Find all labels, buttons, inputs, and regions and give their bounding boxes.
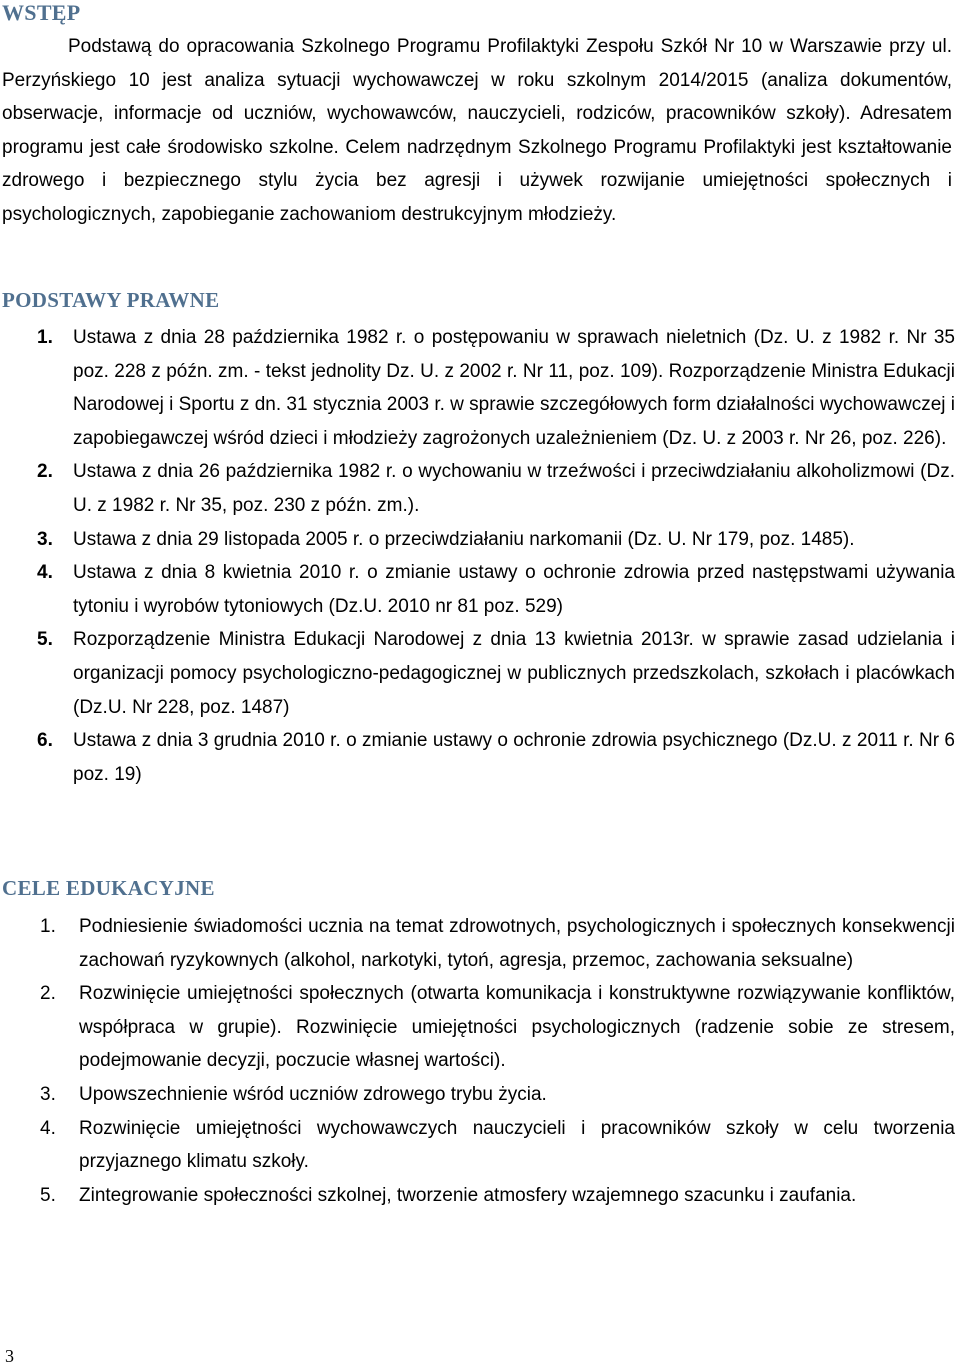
legal-item-text: Ustawa z dnia 8 kwietnia 2010 r. o zmianie ustawy o ochronie zdrowia przed następstwami używania tytoniu i wyrobów tytoniowych (Dz.U. 2010 nr 81 poz. 529)	[73, 562, 955, 617]
legal-item-text: Ustawa z dnia 26 października 1982 r. o wychowaniu w trzeźwości i przeciwdziałaniu alkoholizmowi (Dz. U. z 1982 r. Nr 35, poz. 230 z późn. zm.).	[73, 461, 955, 516]
goal-item-text: Zintegrowanie społeczności szkolnej, tworzenie atmosfery wzajemnego szacunku i zaufania.	[79, 1184, 857, 1206]
legal-item	[0, 556, 955, 623]
legal-item-number: 6.	[37, 730, 53, 752]
section-heading-legal: PODSTAWY PRAWNE	[2, 288, 220, 312]
legal-item-number: 5.	[37, 629, 53, 651]
legal-item-text: Ustawa z dnia 28 października 1982 r. o postępowaniu w sprawach nieletnich (Dz. U. z 1982 r. Nr 35 poz. 228 z późn. zm. - tekst jednolity Dz. U. z 2002 r. Nr 11, poz. 109). Rozporządzenie Ministra Edukacji Narodowej i Sportu z dn. 31 stycznia 2003 r. w sprawie szczegółowych form działalności wychowawczej i zapobiegawczej wśród dzieci i młodzieży zagrożonych uzależnieniem (Dz. U. z 2003 r. Nr 26, poz. 226).	[73, 327, 955, 449]
goal-item	[0, 1078, 955, 1112]
goal-item-number: 5.	[40, 1184, 56, 1206]
legal-item-number: 1.	[37, 327, 53, 348]
legal-item	[0, 455, 955, 522]
goal-item-text: Rozwinięcie umiejętności wychowawczych nauczycieli i pracowników szkoły w celu tworzenia przyjaznego klimatu szkoły.	[79, 1117, 955, 1173]
legal-item-number: 3.	[37, 528, 53, 550]
legal-item-text: Ustawa z dnia 3 grudnia 2010 r. o zmianie ustawy o ochronie zdrowia psychicznego (Dz.U. z 2011 r. Nr 6 poz. 19)	[73, 730, 955, 785]
legal-list	[0, 321, 955, 791]
goal-item-text: Upowszechnienie wśród uczniów zdrowego trybu życia.	[79, 1083, 547, 1105]
goal-item-number: 2.	[40, 983, 56, 1005]
goal-item-text: Podniesienie świadomości ucznia na temat zdrowotnych, psychologicznych i społecznych konsekwencji zachowań ryzykownych (alkohol, narkotyki, tytoń, agresja, przemoc, zachowania seksualne)	[79, 916, 955, 971]
goal-item-number: 1.	[40, 916, 56, 937]
goal-item	[0, 910, 955, 977]
goal-item	[0, 1112, 955, 1179]
goal-item	[0, 1179, 955, 1213]
intro-paragraph	[2, 30, 952, 231]
page-number: 3	[5, 1346, 14, 1366]
legal-item	[0, 724, 955, 791]
legal-item-number: 4.	[37, 562, 53, 584]
goals-list	[0, 910, 955, 1212]
goal-item	[0, 977, 955, 1078]
goal-item-text: Rozwinięcie umiejętności społecznych (otwarta komunikacja i konstruktywne rozwiązywanie konfliktów, współpraca w grupie). Rozwinięcie umiejętności psychologicznych (radzenie sobie ze stresem, podejmowanie decyzji, poczucie własnej wartości).	[79, 983, 955, 1072]
section-heading-wstep: WSTĘP	[2, 0, 81, 25]
legal-item	[0, 523, 955, 557]
legal-item-text: Rozporządzenie Ministra Edukacji Narodowej z dnia 13 kwietnia 2013r. w sprawie zasad udzielania i organizacji pomocy psychologiczno-pedagogicznej w publicznych przedszkolach, szkołach i placówkach (Dz.U. Nr 228, poz. 1487)	[73, 629, 955, 718]
intro-paragraph-text: Podstawą do opracowania Szkolnego Programu Profilaktyki Zespołu Szkół Nr 10 w Warszawie przy ul. Perzyńskiego 10 jest analiza sytuacji wychowawczej w roku szkolnym 2014/2015 (analiza dokumentów, obserwacje, informacje od uczniów, wychowawców, nauczycieli, rodziców, pracowników szkoły). Adresatem programu jest całe środowisko szkolne. Celem nadrzędnym Szkolnego Programu Profilaktyki jest kształtowanie zdrowego i bezpiecznego stylu życia bez agresji i używek rozwijanie umiejętności społecznych i psychologicznych, zapobieganie zachowaniom destrukcyjnym młodzieży.	[2, 36, 952, 225]
goal-item-number: 4.	[40, 1117, 56, 1139]
legal-item-number: 2.	[37, 461, 53, 483]
legal-item	[0, 623, 955, 724]
section-heading-goals: CELE EDUKACYJNE	[2, 876, 215, 900]
legal-item-text: Ustawa z dnia 29 listopada 2005 r. o przeciwdziałaniu narkomanii (Dz. U. Nr 179, poz. 1485).	[73, 528, 855, 550]
goal-item-number: 3.	[40, 1083, 56, 1105]
legal-item	[0, 321, 955, 455]
